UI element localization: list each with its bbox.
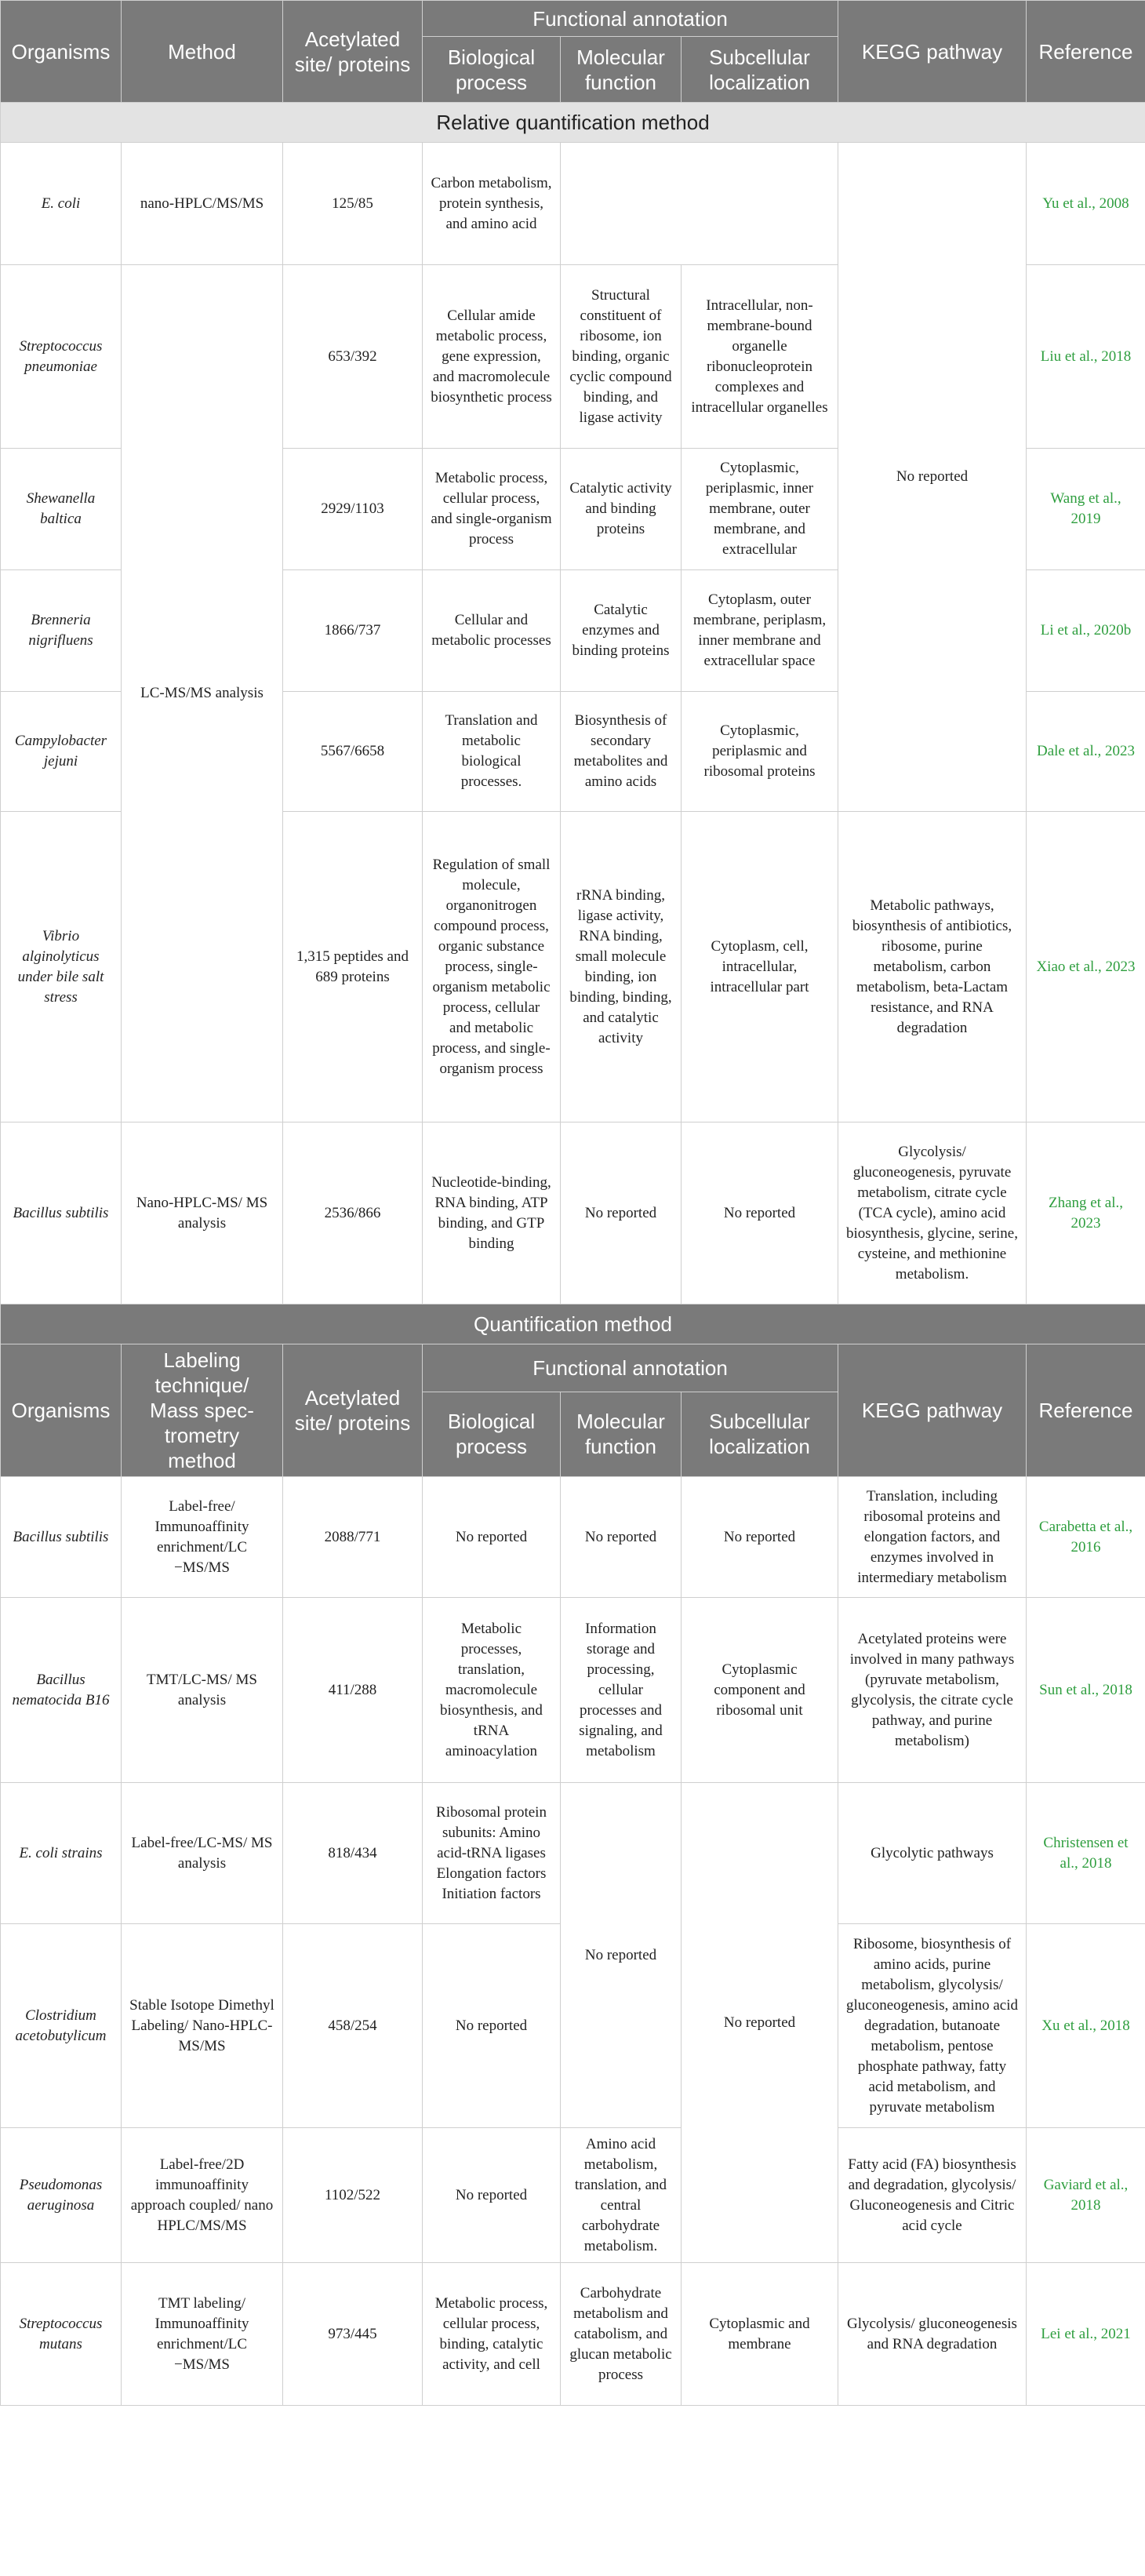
mol-cell: Amino acid metabolism, translation, and central carbohydrate metabolism. [561,2128,682,2263]
reference-link[interactable]: Lei et al., 2021 [1027,2263,1145,2406]
acetylated-cell: 1,315 peptides and 689 proteins [283,812,423,1122]
sub-cell: No reported [682,1477,838,1598]
sub-cell: Cytoplasmic and membrane [682,2263,838,2406]
reference-link[interactable]: Carabetta et al., 2016 [1027,1477,1145,1598]
mol-cell: No reported [561,1477,682,1598]
header-molecular-function: Molecular function [561,1392,682,1476]
bio-cell: Metabolic process, cellular process, binding, catalytic activity, and cell [423,2263,561,2406]
organism-cell: Clostridium acetobutylicum [1,1924,122,2128]
bio-cell: Cellular amide metabolic process, gene expression, and macromolecule biosynthetic process [423,265,561,449]
header-reference: Reference [1027,1,1145,103]
organism-cell: E. coli [1,143,122,265]
organism-cell: Vibrio alginolyticus under bile salt stress [1,812,122,1122]
sub-cell: Intracellular, non-membrane-bound organelle ribonucleoprotein complexes and intracellular organelles [682,265,838,449]
header-kegg: KEGG pathway [838,1,1027,103]
reference-link[interactable]: Liu et al., 2018 [1027,265,1145,449]
section-row [1,103,1145,143]
method-cell: Label-free/LC-MS/ MS analysis [122,1783,283,1924]
header-organisms: Organisms [1,1,122,103]
table-row [1,1477,1145,1598]
acetylated-cell: 1866/737 [283,570,423,692]
acetylated-cell: 653/392 [283,265,423,449]
header-reference: Reference [1027,1344,1145,1477]
mol-cell: Catalytic enzymes and binding proteins [561,570,682,692]
kegg-cell: No reported [838,143,1027,812]
table-row [1,1783,1145,1924]
table-row [1,2263,1145,2406]
header-method: Method [122,1,283,103]
mol-cell: Structural constituent of ribosome, ion binding, organic cyclic compound binding, and ligase activity [561,265,682,449]
kegg-cell: Metabolic pathways, biosynthesis of antibiotics, ribosome, purine metabolism, carbon metabolism, beta-Lactam resistance, and RNA degradation [838,812,1027,1122]
reference-link[interactable]: Xu et al., 2018 [1027,1924,1145,2128]
bio-cell: No reported [423,1924,561,2128]
reference-link[interactable]: Sun et al., 2018 [1027,1598,1145,1783]
header-acetylated: Acetylated site/ proteins [283,1,423,103]
sub-cell: Cytoplasmic component and ribosomal unit [682,1598,838,1783]
header-biological-process: Biological process [423,1392,561,1476]
organism-cell: Bacillus subtilis [1,1477,122,1598]
sub-cell: No reported [682,1783,838,2263]
kegg-cell: Translation, including ribosomal proteins and elongation factors, and enzymes involved in intermediary metabolism [838,1477,1027,1598]
mol-cell: rRNA binding, ligase activity, RNA binding, small molecule binding, ion binding, binding, and catalytic activity [561,812,682,1122]
method-cell: Label-free/2D immunoaffinity approach coupled/ nano HPLC/MS/MS [122,2128,283,2263]
acetylated-cell: 2929/1103 [283,449,423,570]
method-cell: Stable Isotope Dimethyl Labeling/ Nano-HPLC-MS/MS [122,1924,283,2128]
kegg-cell: Fatty acid (FA) biosynthesis and degradation, glycolysis/ Gluconeogenesis and Citric acid cycle [838,2128,1027,2263]
kegg-cell: Ribosome, biosynthesis of amino acids, purine metabolism, glycolysis/ gluconeogenesis, amino acid degradation, butanoate metabolism, pentose phosphate pathway, fatty acid metabolism, and pyruvate metabolism [838,1924,1027,2128]
method-cell: Label-free/ Immunoaffinity enrichment/LC −MS/MS [122,1477,283,1598]
sub-cell: Cytoplasmic, periplasmic, inner membrane, outer membrane, and extracellular [682,449,838,570]
method-cell: nano-HPLC/MS/MS [122,143,283,265]
method-cell: LC-MS/MS analysis [122,265,283,1122]
table-row [1,1598,1145,1783]
acetylated-cell: 818/434 [283,1783,423,1924]
bio-cell: Translation and metabolic biological processes. [423,692,561,812]
kegg-cell: Glycolysis/ gluconeogenesis and RNA degradation [838,2263,1027,2406]
acetylated-cell: 458/254 [283,1924,423,2128]
bio-cell: Regulation of small molecule, organonitrogen compound process, organic substance process, single-organism metabolic process, cellular and metabolic process, and single-organism process [423,812,561,1122]
acetylated-cell: 2536/866 [283,1122,423,1304]
reference-link[interactable]: Gaviard et al., 2018 [1027,2128,1145,2263]
reference-link[interactable]: Dale et al., 2023 [1027,692,1145,812]
section-title-quantification: Quantification method [1,1304,1145,1344]
bio-cell: Metabolic process, cellular process, and single-organism process [423,449,561,570]
mol-cell: Catalytic activity and binding proteins [561,449,682,570]
header-subcellular: Subcellular localization [682,1392,838,1476]
header-acetylated: Acetylated site/ proteins [283,1344,423,1477]
organism-cell: E. coli strains [1,1783,122,1924]
organism-cell: Bacillus subtilis [1,1122,122,1304]
kegg-cell: Acetylated proteins were involved in many pathways (pyruvate metabolism, glycolysis, the citrate cycle pathway, and purine metabolism) [838,1598,1027,1783]
mol-cell: No reported [561,1122,682,1304]
sub-cell: Cytoplasm, cell, intracellular, intracellular part [682,812,838,1122]
bio-cell: Ribosomal protein subunits: Amino acid-tRNA ligases Elongation factors Initiation factors [423,1783,561,1924]
acetylated-cell: 2088/771 [283,1477,423,1598]
reference-link[interactable]: Xiao et al., 2023 [1027,812,1145,1122]
reference-link[interactable]: Wang et al., 2019 [1027,449,1145,570]
header-subcellular: Subcellular localization [682,37,838,103]
section-row [1,1304,1145,1344]
mol-cell: Biosynthesis of secondary metabolites and amino acids [561,692,682,812]
mol-cell: Information storage and processing, cellular processes and signaling, and metabolism [561,1598,682,1783]
header-functional-annotation: Functional annotation [423,1344,838,1392]
header-biological-process: Biological process [423,37,561,103]
bio-cell: Carbon metabolism, protein synthesis, and amino acid [423,143,561,265]
reference-link[interactable]: Li et al., 2020b [1027,570,1145,692]
organism-cell: Brenneria nigrifluens [1,570,122,692]
sub-cell: Cytoplasmic, periplasmic and ribosomal proteins [682,692,838,812]
reference-link[interactable]: Yu et al., 2008 [1027,143,1145,265]
table-row [1,2128,1145,2263]
table-row [1,143,1145,265]
organism-cell: Streptococcus pneumoniae [1,265,122,449]
header-molecular-function: Molecular function [561,37,682,103]
mol-cell: No reported [561,1783,682,2128]
acetylated-cell: 125/85 [283,143,423,265]
empty-cell [561,143,838,265]
organism-cell: Bacillus nematocida B16 [1,1598,122,1783]
header-row [1,1344,1145,1392]
kegg-cell: Glycolysis/ gluconeogenesis, pyruvate metabolism, citrate cycle (TCA cycle), amino acid biosynthesis, glycine, serine, cysteine, and methionine metabolism. [838,1122,1027,1304]
sub-cell: Cytoplasm, outer membrane, periplasm, inner membrane and extracellular space [682,570,838,692]
organism-cell: Shewanella baltica [1,449,122,570]
header-functional-annotation: Functional annotation [423,1,838,37]
bio-cell: No reported [423,1477,561,1598]
acetylated-cell: 1102/522 [283,2128,423,2263]
organism-cell: Pseudomonas aeruginosa [1,2128,122,2263]
method-cell: TMT labeling/ Immunoaffinity enrichment/LC −MS/MS [122,2263,283,2406]
method-cell: Nano-HPLC-MS/ MS analysis [122,1122,283,1304]
table-row [1,1122,1145,1304]
header-organisms: Organisms [1,1344,122,1477]
method-cell: TMT/LC-MS/ MS analysis [122,1598,283,1783]
sub-cell: No reported [682,1122,838,1304]
acetylated-cell: 973/445 [283,2263,423,2406]
organism-cell: Campylobacter jejuni [1,692,122,812]
bio-cell: Cellular and metabolic processes [423,570,561,692]
reference-link[interactable]: Zhang et al., 2023 [1027,1122,1145,1304]
organism-cell: Streptococcus mutans [1,2263,122,2406]
section-title-relative: Relative quantification method [1,103,1145,143]
mol-cell: Carbohydrate metabolism and catabolism, and glucan metabolic process [561,2263,682,2406]
bio-cell: No reported [423,2128,561,2263]
header-row [1,1,1145,37]
bio-cell: Metabolic processes, translation, macromolecule biosynthesis, and tRNA aminoacylation [423,1598,561,1783]
bio-cell: Nucleotide-binding, RNA binding, ATP binding, and GTP binding [423,1122,561,1304]
reference-link[interactable]: Christensen et al., 2018 [1027,1783,1145,1924]
acetylated-cell: 411/288 [283,1598,423,1783]
header-labeling-method: Labeling technique/ Mass spec- trometry method [122,1344,283,1477]
kegg-cell: Glycolytic pathways [838,1783,1027,1924]
acetylated-cell: 5567/6658 [283,692,423,812]
header-kegg: KEGG pathway [838,1344,1027,1477]
